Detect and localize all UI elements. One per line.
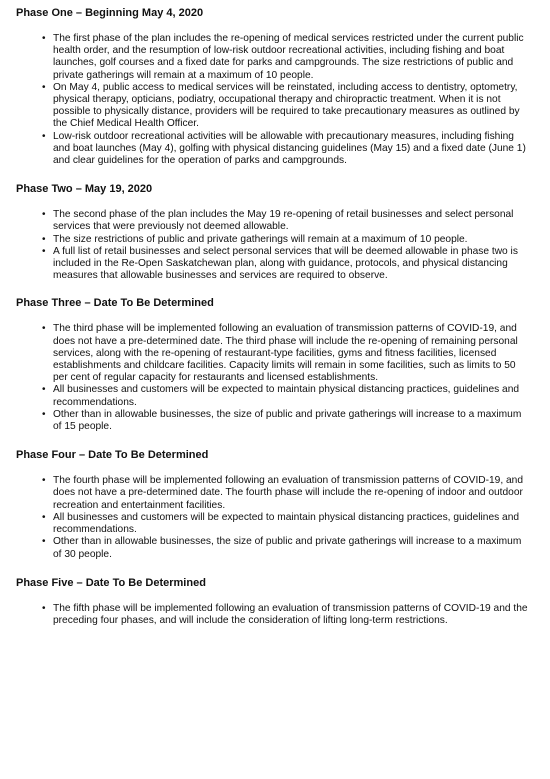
bullet-text: The first phase of the plan includes the re-opening of medical services restricted under the current public health order, and the resumption of low-risk outdoor recreational activities, including fishing and boat launches, golf courses and a fixed date for parks and campgrounds. The size restrictions of public and private gatherings will remain at a maximum of 10 people. [53,33,524,81]
list-item [42,131,528,168]
phase-one-bullet-list [16,33,528,167]
bullet-icon: • [42,233,46,245]
phase-two-section [16,182,528,282]
list-item [42,384,528,408]
list-item [42,323,528,384]
bullet-icon: • [42,130,46,142]
bullet-text: On May 4, public access to medical services will be reinstated, including access to dentistry, optometry, physical therapy, opticians, podiatry, occupational therapy and chiropractic treatment. When it is not possible to physically distance, providers will be required to take precautionary measures as outlined by the Chief Medical Health Officer. [53,81,520,130]
bullet-text: All businesses and customers will be expected to maintain physical distancing practices, guidelines and recommendations. [53,511,520,536]
bullet-text: The size restrictions of public and private gatherings will remain at a maximum of 10 people. [53,233,468,245]
list-item [42,234,528,246]
phase-five-section [16,576,528,627]
bullet-text: Other than in allowable businesses, the size of public and private gatherings will increase to a maximum of 15 people. [53,408,522,433]
list-item [42,512,528,536]
phase-two-bullet-list [16,209,528,282]
phase-one-heading: Phase One – Beginning May 4, 2020 [16,7,204,19]
list-item [42,603,528,627]
bullet-text: The third phase will be implemented following an evaluation of transmission patterns of COVID-19, and does not have a pre-determined date. The third phase will include the re-opening of remaining personal services, along with the re-opening of restaurant-type facilities, gyms and fitness facilities, licensed establishments and childcare facilities. Capacity limits will remain in some facilities, such as limits to 50 per cent of regular capacity for restaurants and licensed establishments. [53,323,518,384]
phase-five-heading: Phase Five – Date To Be Determined [16,576,206,589]
list-item [42,209,528,233]
bullet-icon: • [42,323,46,335]
bullet-icon: • [42,245,46,257]
list-item [42,536,528,560]
bullet-icon: • [42,511,46,523]
phase-three-section [16,296,528,433]
bullet-text: A full list of retail businesses and select personal services that will be deemed allowable in phase two is included in the Re-Open Saskatchewan plan, along with guidance, protocols, and physical distancing measures that allowable businesses and services are required to observe. [53,245,518,282]
list-item [42,246,528,283]
bullet-icon: • [42,475,46,487]
list-item [42,33,528,82]
phase-four-heading: Phase Four – Date To Be Determined [16,449,209,462]
bullet-icon: • [42,209,46,221]
phase-four-bullet-list [16,475,528,560]
phase-three-bullet-list [16,323,528,433]
phase-four-section [16,448,528,560]
bullet-text: The second phase of the plan includes the May 19 re-opening of retail businesses and select personal services that were previously not deemed allowable. [53,209,514,233]
bullet-icon: • [42,536,46,548]
bullet-text: Other than in allowable businesses, the size of public and private gatherings will increase to a maximum of 30 people. [53,536,522,560]
bullet-text: The fourth phase will be implemented following an evaluation of transmission patterns of COVID-19, and does not have a pre-determined date. The fourth phase will include the re-opening of indoor and outdoor recreation and entertainment facilities. [53,475,524,511]
bullet-icon: • [42,408,46,420]
phase-five-bullet-list [16,603,528,627]
list-item [42,409,528,433]
phase-three-heading: Phase Three – Date To Be Determined [16,297,214,310]
bullet-icon: • [42,33,46,44]
bullet-text: All businesses and customers will be expected to maintain physical distancing practices, guidelines and recommendations. [53,384,520,408]
list-item [42,82,528,131]
phase-one-section [16,6,528,167]
bullet-icon: • [42,602,46,614]
bullet-icon: • [42,81,46,93]
bullet-text: Low-risk outdoor recreational activities will be allowable with precautionary measures, including fishing and boat launches (May 4), golfing with physical distancing guidelines (May 15) and a fixed date (June 1) and clear guidelines for the operation of parks and campgrounds. [53,130,526,167]
list-item [42,475,528,512]
bullet-icon: • [42,384,46,396]
phase-two-heading: Phase Two – May 19, 2020 [16,183,153,196]
bullet-text: The fifth phase will be implemented following an evaluation of transmission patterns of COVID-19 and the preceding four phases, and will include the consideration of lifting long-term restrictions. [53,602,528,626]
